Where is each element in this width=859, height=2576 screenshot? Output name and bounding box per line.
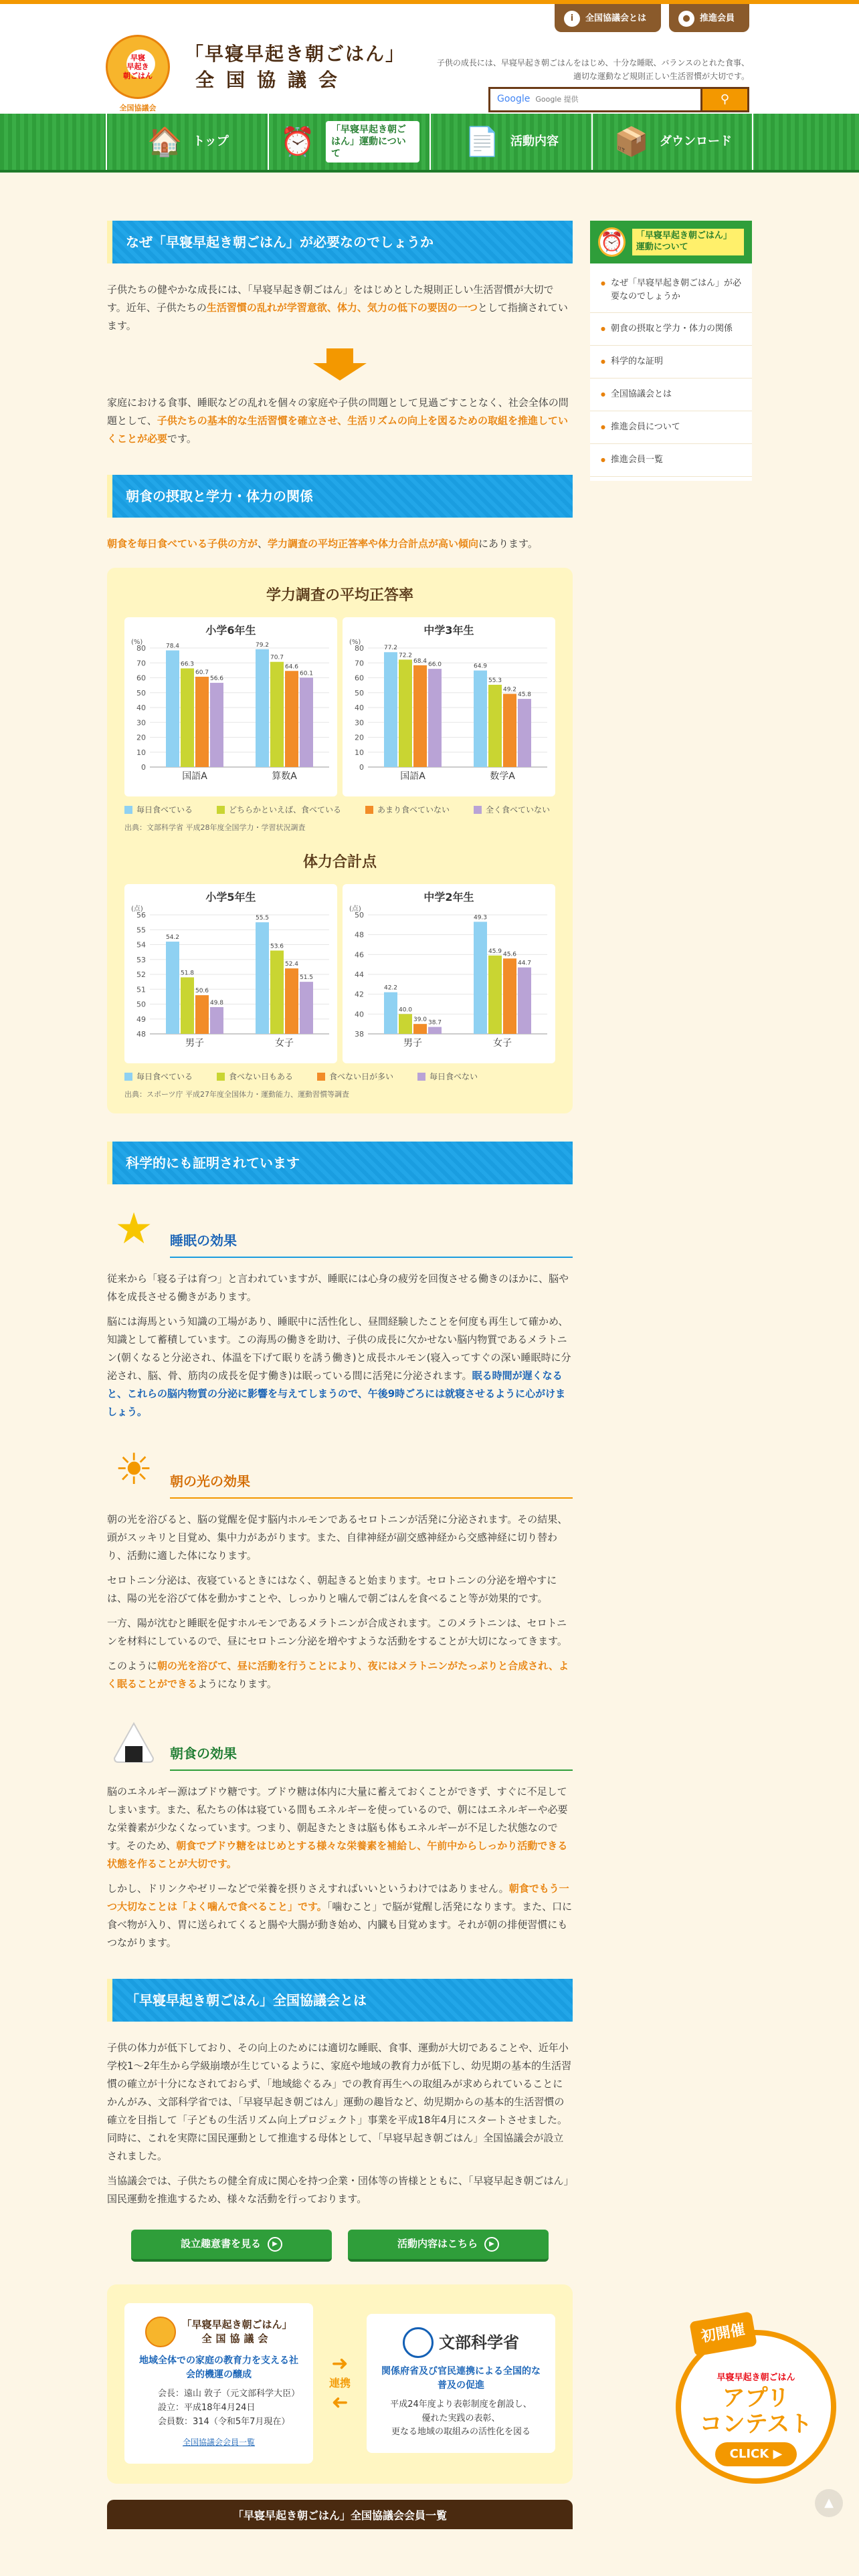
nav-item-about-movement[interactable] xyxy=(268,114,430,170)
rice-ball-icon xyxy=(107,1716,161,1769)
data-label: 45.8 xyxy=(517,691,532,698)
text: 、 xyxy=(258,538,268,550)
section-heading-breakfast-relation: 朝食の摂取と学力・体力の関係 xyxy=(107,475,573,518)
text: にあります。 xyxy=(478,538,538,550)
nav-item-activities[interactable] xyxy=(430,114,591,170)
bar xyxy=(503,693,516,766)
chart-source: 出典：スポーツ庁 平成27年度全国体力・運動能力、運動習慣等調査 xyxy=(124,1090,350,1099)
y-tick-label: 60 xyxy=(355,673,364,683)
collaboration-label: 連携 xyxy=(328,2376,351,2389)
chart-junior-physical xyxy=(343,884,555,1063)
y-tick-label: 53 xyxy=(136,955,146,964)
member-list-bar[interactable]: 「早寝早起き朝ごはん」全国協議会会員一覧 xyxy=(107,2500,573,2529)
effect-title: 睡眠の効果 xyxy=(170,1228,573,1258)
y-tick-label: 50 xyxy=(136,1000,146,1009)
arrow-left-icon: ➜ xyxy=(331,2391,349,2415)
button-label: 活動内容はこちら xyxy=(397,2238,478,2250)
data-label: 60.7 xyxy=(195,669,209,676)
bar xyxy=(285,671,298,767)
legend-item xyxy=(124,1070,193,1085)
council-name: 全国協議会 xyxy=(201,2332,272,2345)
y-tick-label: 44 xyxy=(355,970,364,979)
logo-mark xyxy=(106,35,170,112)
logo-mark-line: 早起き xyxy=(126,62,149,72)
data-label: 70.7 xyxy=(270,654,284,661)
y-tick-label: 70 xyxy=(355,658,364,667)
mext-info xyxy=(377,2398,545,2440)
text: 「噛むこと」で脳が覚醒し活発になります。また、口に食べ物が入り、胃に送られてくると腸や大腸が動き始め、内臓も目覚めます。それが朝の排便習慣にもつながります。 xyxy=(107,1900,573,1949)
text: このように xyxy=(107,1659,158,1672)
text: ようになります。 xyxy=(197,1677,277,1690)
data-label: 45.9 xyxy=(488,948,502,955)
legend-label: 食べない日が多い xyxy=(329,1071,394,1081)
bar xyxy=(256,922,269,1034)
legend-item xyxy=(217,803,341,818)
data-label: 66.0 xyxy=(427,661,442,668)
section-heading-science: 科学的にも証明されています xyxy=(107,1142,573,1184)
highlight-text: 子供たちの基本的な生活習慣を確立させ、生活リズムの向上を図るための取組を推進していくことが必要 xyxy=(107,415,568,445)
data-label: 68.4 xyxy=(413,657,427,665)
person-icon: ● xyxy=(678,11,694,27)
council-card xyxy=(124,2303,313,2464)
data-label: 72.2 xyxy=(398,651,413,659)
chart-legend xyxy=(124,1070,555,1085)
bar-chart xyxy=(343,636,555,796)
bar xyxy=(503,958,516,1034)
chart-junior-academic xyxy=(343,617,555,796)
data-label: 64.6 xyxy=(284,663,299,670)
legend-item xyxy=(317,1070,393,1085)
text: しかし、ドリンクやゼリーなどで栄養を摂りさえすればいいというわけではありません。 xyxy=(107,1882,509,1895)
effect-sleep xyxy=(107,1202,573,1421)
info-icon: i xyxy=(564,11,580,27)
data-label: 66.3 xyxy=(180,661,195,668)
data-label: 55.3 xyxy=(488,677,502,684)
y-tick-label: 46 xyxy=(355,950,364,959)
y-tick-label: 48 xyxy=(136,1029,146,1039)
data-label: 51.5 xyxy=(299,974,314,981)
chart-subtitle: 中学2年生 xyxy=(423,890,474,903)
legend-label: 毎日食べない xyxy=(430,1071,478,1081)
data-label: 49.8 xyxy=(209,999,224,1006)
bar-chart xyxy=(343,903,555,1063)
data-label: 39.0 xyxy=(413,1016,427,1023)
bar-chart xyxy=(124,903,337,1063)
y-tick-label: 20 xyxy=(355,733,364,742)
prospectus-button[interactable] xyxy=(131,2230,332,2262)
highlight-text: 朝食を毎日食べている子供の方が xyxy=(107,538,258,550)
info-line: 会員数：314（令和5年7月現在） xyxy=(158,2416,290,2427)
site-logo[interactable] xyxy=(106,35,406,112)
down-arrow-icon xyxy=(313,348,367,381)
effect-title: 朝の光の効果 xyxy=(170,1469,573,1499)
bar xyxy=(270,661,284,766)
bar xyxy=(384,652,397,767)
council-name: 「早寝早起き朝ごはん」 xyxy=(181,2318,292,2331)
bar xyxy=(166,650,179,766)
data-label: 45.6 xyxy=(502,950,517,958)
data-label: 38.7 xyxy=(427,1019,442,1027)
sidebar-item-members-list[interactable]: ● 推進会員一覧 xyxy=(590,444,752,477)
arrow-right-icon: ▶ xyxy=(268,2237,282,2252)
arrow-up-icon: ▲ xyxy=(824,2495,834,2510)
y-tick-label: 50 xyxy=(136,688,146,697)
data-label: 55.5 xyxy=(255,914,270,922)
bar xyxy=(181,668,194,767)
member-list-link[interactable]: 全国協議会会員一覧 xyxy=(182,2438,255,2448)
highlight-text: 朝食でブドウ糖をはじめとする様々な栄養素を補給し、午前中からしっかり活動できる状態を作ることが大切です。 xyxy=(107,1839,568,1870)
paragraph: 一方、陽が沈むと睡眠を促すホルモンであるメラトニンが合成されます。このメラトニンは、セロトニンを材料にしているので、昼にセロトニン分泌を増やすような活動をすることが大切になってきます。 xyxy=(107,1616,567,1647)
paragraph: 従来から「寝る子は育つ」と言われていますが、睡眠には心身の疲労を回復させる働きのほかに、脳や体を成長させる働きがあります。 xyxy=(107,1272,569,1303)
data-label: 56.6 xyxy=(209,675,224,682)
search-button[interactable] xyxy=(702,87,749,112)
legend-label: どちらかといえば、食べている xyxy=(229,804,342,815)
sidebar-item-science[interactable]: ● 科学的な証明 xyxy=(590,346,752,379)
bar xyxy=(518,967,531,1033)
arrow-right-icon: ➜ xyxy=(331,2351,349,2375)
mext-card xyxy=(367,2314,555,2453)
chart-subtitle: 小学6年生 xyxy=(205,623,256,637)
y-tick-label: 52 xyxy=(136,970,146,979)
data-label: 49.3 xyxy=(473,914,488,921)
search-icon: ⚲ xyxy=(720,92,730,106)
search-placeholder: Google 提供 xyxy=(535,95,579,104)
paragraph xyxy=(107,1657,573,1693)
info-line: 平成24年度より表彰制度を創設し、 xyxy=(390,2399,532,2409)
section-heading-why: なぜ「早寝早起き朝ごはん」が必要なのでしょうか xyxy=(107,221,573,263)
site-search xyxy=(488,87,749,112)
global-nav xyxy=(0,114,859,173)
legend-label: あまり食べていない xyxy=(377,804,450,815)
legend-item xyxy=(417,1070,478,1085)
text: 脳のエネルギー源はブドウ糖です。ブドウ糖は体内に大量に蓄えておくことができず、すぐに不足してしまいます。また、私たちの体は寝ている間もエネルギーを使っているので、朝にはエネルギーや必要な栄養素が少なくなっています。つまり、朝起きたときは脳も体もエネルギーが不足した状態なのです。そのため、 xyxy=(107,1785,568,1852)
header-tab-label: 推進会員 xyxy=(699,13,735,24)
sidebar xyxy=(590,221,752,2529)
x-tick-label: 女子 xyxy=(275,1037,294,1049)
x-tick-label: 国語A xyxy=(400,770,425,782)
council-info xyxy=(135,2387,302,2429)
x-tick-label: 男子 xyxy=(403,1037,422,1049)
paragraph: 子供の体力が低下しており、その向上のためには適切な睡眠、食事、運動が大切であることや、近年小学校1〜2年生から学級崩壊が生じているように、家庭や地域の教育力が低下し、幼児期の基本的生活習慣の確立が十分になされておらず、「地域総ぐるみ」での教育再生への取組みが求められていることにかんがみ、文部科学省では、「早寝早起き朝ごはん」運動の趣旨など、幼児期からの基本的生活習慣の確立を目指して「子どもの生活リズム向上プロジェクト」事業を平成18年4月にスタートさせました。同時に、これを実際に国民運動として推進する母体として、「早寝早起き朝ごはん」全国協議会が設立されました。 xyxy=(107,2041,572,2162)
data-label: 52.4 xyxy=(284,960,299,968)
nav-item-top[interactable] xyxy=(106,114,268,170)
banner-text: 早寝早起き朝ごはん xyxy=(717,2373,795,2383)
section-heading-council: 「早寝早起き朝ごはん」全国協議会とは xyxy=(107,1979,573,2022)
chart-elementary-academic xyxy=(124,617,337,796)
bar xyxy=(256,649,269,766)
header-tabs xyxy=(555,4,749,32)
effect-title: 朝食の効果 xyxy=(170,1741,573,1771)
legend-item xyxy=(365,803,450,818)
data-label: 79.2 xyxy=(255,641,270,649)
y-tick-label: 0 xyxy=(359,762,364,772)
site-title xyxy=(185,41,405,93)
chart-subtitle: 中学3年生 xyxy=(423,623,474,637)
click-label: CLICK xyxy=(729,2446,769,2461)
y-tick-label: 80 xyxy=(136,643,146,653)
data-label: 64.9 xyxy=(473,663,488,670)
y-tick-label: 50 xyxy=(355,688,364,697)
logo-mark-line: 朝ごはん xyxy=(123,71,153,80)
bar xyxy=(474,922,487,1034)
text: として指摘されています。 xyxy=(107,302,568,332)
x-tick-label: 女子 xyxy=(493,1037,512,1049)
data-label: 50.6 xyxy=(195,987,209,994)
house-icon: 🏠 xyxy=(147,125,183,158)
paragraph: 当協議会では、子供たちの健全育成に関心を持つ企業・団体等の皆様とともに、「早寝早起き朝ごはん」国民運動を推進するため、様々な活動を行っております。 xyxy=(107,2174,569,2205)
highlight-text: 眠る時間が遅くなると、これらの脳内物質の分泌に影響を与えてしまうので、午後9時ごろには就寝させるように心がけましょう。 xyxy=(107,1369,566,1418)
sidebar-item-why[interactable]: ● なぜ「早寝早起き朝ごはん」が必要なのでしょうか xyxy=(590,267,752,313)
effect-morning-light xyxy=(107,1442,573,1693)
effect-breakfast xyxy=(107,1715,573,1952)
mext-name: 文部科学省 xyxy=(439,2333,519,2353)
nav-item-label: ダウンロード xyxy=(660,134,732,148)
y-tick-label: 60 xyxy=(136,673,146,683)
sidebar-list xyxy=(590,263,752,481)
clock-icon: ⏰ xyxy=(598,227,626,257)
mext-logo xyxy=(403,2327,434,2358)
chart-title-academic: 学力調査の平均正答率 xyxy=(266,587,413,604)
logo-subtitle: 全国協議会 xyxy=(119,104,157,112)
legend-label: 毎日食べている xyxy=(136,804,193,815)
bar xyxy=(181,977,194,1034)
chart-title-physical: 体力合計点 xyxy=(302,853,377,871)
paragraph: セロトニン分泌は、夜寝ているときにはなく、朝起きると始まります。セロトニンの分泌を増やすには、陽の光を浴びて体を動かすことや、しっかりと噛んで朝ごはんを食べること等が効果的です。 xyxy=(107,1574,557,1604)
y-tick-label: 40 xyxy=(355,1009,364,1018)
bar xyxy=(270,950,284,1034)
legend-label: 全く食べていない xyxy=(486,804,551,815)
bar xyxy=(210,683,223,767)
organization-diagram xyxy=(107,2284,573,2484)
x-tick-label: 男子 xyxy=(185,1037,204,1049)
council-logo xyxy=(145,2317,176,2347)
y-axis-label: (点) xyxy=(349,905,361,913)
download-icon: 📦 xyxy=(613,125,650,158)
banner-text: アプリ xyxy=(722,2385,790,2412)
paragraph xyxy=(107,394,573,448)
banner-text: コンテスト xyxy=(699,2411,813,2438)
sidebar-heading-label: 「早寝早起き朝ごはん」運動について xyxy=(632,229,744,255)
x-tick-label: 数学A xyxy=(490,770,515,782)
bar xyxy=(300,677,313,767)
data-label: 49.2 xyxy=(502,686,517,693)
activities-button[interactable] xyxy=(348,2230,549,2262)
site-header xyxy=(0,4,859,114)
data-label: 44.7 xyxy=(517,960,532,967)
arrow-right-icon: ▶ xyxy=(484,2237,499,2252)
y-tick-label: 49 xyxy=(136,1014,146,1024)
y-tick-label: 0 xyxy=(141,762,146,772)
header-tab-members[interactable] xyxy=(669,4,749,32)
highlight-text: 朝食でもう一つ大切なことは「よく噛んで食べること」です。 xyxy=(107,1882,569,1913)
chart-source: 出典：文部科学省 平成28年度全国学力・学習状況調査 xyxy=(124,823,306,833)
info-line: 設立：平成18年4月24日 xyxy=(158,2402,256,2413)
bar xyxy=(399,1014,412,1034)
info-line: 会長：遠山 敦子（元文部科学大臣） xyxy=(158,2388,300,2399)
button-label: 設立趣意書を見る xyxy=(180,2238,261,2250)
nav-item-label: トップ xyxy=(193,134,229,148)
y-tick-label: 40 xyxy=(355,703,364,712)
y-tick-label: 51 xyxy=(136,984,146,994)
highlight-text: 朝の光を浴びて、昼に活動を行うことにより、夜にはメラトニンがたっぷりと合成され、よく眠ることができる xyxy=(107,1659,569,1690)
y-axis-label: (%) xyxy=(131,638,143,646)
chart-subtitle: 小学5年生 xyxy=(205,890,256,903)
y-axis-label: (%) xyxy=(349,638,361,646)
paragraph xyxy=(107,281,573,335)
text: 家庭における食事、睡眠などの乱れを個々の家庭や子供の問題として見過ごすことなく、社会全体の問題として、 xyxy=(107,397,569,427)
back-to-top-button[interactable] xyxy=(815,2489,843,2517)
site-title-line2: 全国協議会 xyxy=(195,69,350,91)
bar xyxy=(285,968,298,1034)
info-line: 優れた実践の表彰、 xyxy=(421,2413,500,2424)
y-tick-label: 38 xyxy=(355,1029,364,1039)
bar xyxy=(166,942,179,1034)
collaboration-arrows xyxy=(320,2351,360,2415)
data-label: 40.0 xyxy=(398,1006,413,1013)
y-tick-label: 30 xyxy=(136,718,146,727)
legend-label: 食べない日もある xyxy=(229,1071,294,1081)
bar xyxy=(488,685,502,767)
sidebar-item-council[interactable]: ● 全国協議会とは xyxy=(590,379,752,411)
y-tick-label: 20 xyxy=(136,733,146,742)
y-tick-label: 10 xyxy=(355,748,364,757)
bar xyxy=(474,670,487,766)
y-tick-label: 55 xyxy=(136,925,146,934)
paragraph: 朝の光を浴びると、脳の覚醒を促す脳内ホルモンであるセロトニンが活発に分泌されます。その結果、頭がスッキリと目覚め、集中力があがります。また、自律神経が副交感神経から交感神経に切り替わり、活動に適した体になります。 xyxy=(107,1513,568,1562)
data-label: 78.4 xyxy=(165,643,180,650)
bar xyxy=(428,669,442,767)
text: 子供たちの健やかな成長には、「早寝早起き朝ごはん」をはじめとした規則正しい生活習慣が大切です。近年、子供たちの xyxy=(107,284,554,314)
data-label: 60.1 xyxy=(299,669,314,677)
legend-item xyxy=(217,1070,293,1085)
chart-elementary-physical xyxy=(124,884,337,1063)
paragraph xyxy=(107,1783,573,1873)
sidebar-item-relation[interactable]: ● 朝食の摂取と学力・体力の関係 xyxy=(590,313,752,346)
y-axis-label: (点) xyxy=(131,905,143,913)
site-title-line1: 「早寝早起き朝ごはん」 xyxy=(185,42,406,65)
bar xyxy=(488,955,502,1033)
data-label: 51.8 xyxy=(180,970,195,977)
data-label: 53.6 xyxy=(270,942,284,950)
logo-mark-line: 早寝 xyxy=(130,53,145,63)
bar xyxy=(384,992,397,1033)
chart-panel xyxy=(107,568,573,1113)
sun-icon: ☀ xyxy=(114,1445,153,1495)
search-brand: Google xyxy=(497,94,531,105)
header-description: 子供の成長には、早寝早起き朝ごはんをはじめ、十分な睡眠、バランスのとれた食事、適切な運動など規則正しい生活習慣が大切です。 xyxy=(436,58,749,82)
x-tick-label: 算数A xyxy=(272,770,297,782)
info-line: 更なる地域の取組みの活性化を図る xyxy=(391,2427,531,2438)
first-event-badge: 初開催 xyxy=(689,2311,757,2356)
app-contest-banner[interactable] xyxy=(676,2317,840,2488)
document-icon: 📄 xyxy=(464,125,500,158)
y-tick-label: 80 xyxy=(355,643,364,653)
bar xyxy=(210,1007,223,1034)
y-tick-label: 50 xyxy=(355,910,364,920)
legend-label: 毎日食べている xyxy=(136,1071,193,1081)
legend-item xyxy=(474,803,550,818)
bar xyxy=(413,665,427,766)
sidebar-item-members-about[interactable]: ● 推進会員について xyxy=(590,411,752,444)
y-tick-label: 54 xyxy=(136,940,146,950)
header-tab-about[interactable] xyxy=(555,4,661,32)
bar xyxy=(518,699,531,767)
y-tick-label: 70 xyxy=(136,658,146,667)
sidebar-heading xyxy=(590,221,752,263)
y-tick-label: 40 xyxy=(136,703,146,712)
star-icon: ★ xyxy=(114,1204,153,1255)
bar xyxy=(300,982,313,1034)
paragraph xyxy=(107,1880,573,1952)
bar xyxy=(399,659,412,767)
text: です。 xyxy=(167,433,197,445)
text: 脳には海馬という知識の工場があり、睡眠中に活性化し、昼間経験したことを何度も再生して確かめ、知識として蓄積しています。この海馬の働きを助け、子供の成長に欠かせない脳内物質であるメラトニン(朝くなると分泌され、体温を下げて眠りを誘う働き)と成長ホルモン(寝入ってすぐの深い睡眠時に分泌され、脳、骨、筋肉の成長を促す働き)は眠っている間に活発に分泌されます。 xyxy=(107,1315,571,1382)
highlight-text: 生活習慣の乱れが学習意欲、体力、気力の低下の要因の一つ xyxy=(206,302,478,314)
bar xyxy=(413,1024,427,1034)
data-label: 77.2 xyxy=(383,644,398,651)
bar-chart xyxy=(124,636,337,796)
highlight-text: 学力調査の平均正答率や体力合計点が高い傾向 xyxy=(268,538,479,550)
nav-item-label: 活動内容 xyxy=(510,134,559,148)
y-tick-label: 56 xyxy=(136,910,146,920)
y-tick-label: 42 xyxy=(355,990,364,999)
paragraph xyxy=(107,1313,573,1421)
x-tick-label: 国語A xyxy=(182,770,207,782)
legend-item xyxy=(124,803,193,818)
click-badge: CLICK ▶ xyxy=(715,2442,797,2466)
chart-legend xyxy=(124,803,555,818)
search-input[interactable] xyxy=(488,87,702,112)
y-tick-label: 30 xyxy=(355,718,364,727)
paragraph xyxy=(107,535,573,553)
data-label: 54.2 xyxy=(165,934,180,941)
clock-icon: ⏰ xyxy=(280,125,316,158)
nav-item-label: 「早寝早起き朝ごはん」運動について xyxy=(326,121,419,163)
bar xyxy=(195,995,209,1034)
mext-role: 関係府省及び官民連携による全国的な普及の促進 xyxy=(381,2365,541,2391)
data-label: 42.2 xyxy=(383,984,398,992)
bar xyxy=(428,1027,442,1033)
y-tick-label: 10 xyxy=(136,748,146,757)
main-content xyxy=(107,221,573,2529)
nav-item-download[interactable] xyxy=(591,114,753,170)
y-tick-label: 48 xyxy=(355,930,364,940)
bar xyxy=(195,677,209,767)
council-role: 地域全体での家庭の教育力を支える社会的機運の醸成 xyxy=(139,2355,298,2380)
header-tab-label: 全国協議会とは xyxy=(585,13,646,24)
